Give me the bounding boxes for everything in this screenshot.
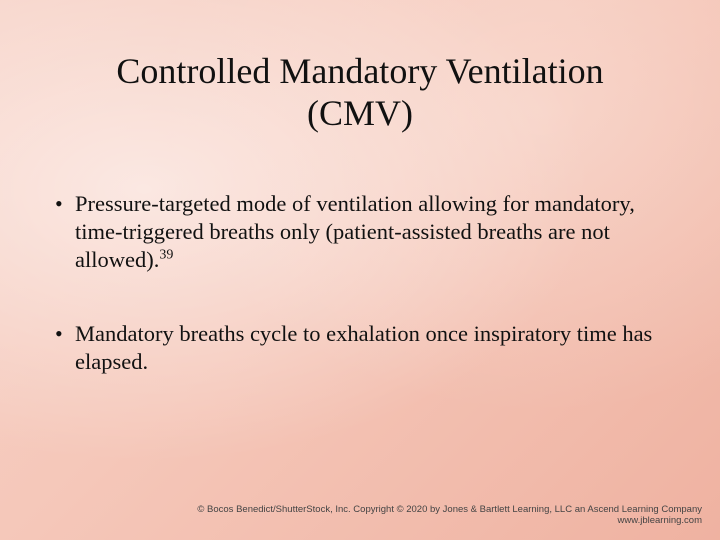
bullet-item-1 [55,190,675,274]
bullet-text-1 [75,190,675,274]
bullet-list [55,190,675,376]
slide-title-line-2: (CMV) [307,93,413,133]
copyright-text: © Bocos Benedict/ShutterStock, Inc. Copyright © 2020 by Jones & Bartlett Learning, LLC an Ascend Learning Company [197,504,702,515]
bullet-dot-icon: • [55,321,63,346]
bullet-item-2 [55,320,675,376]
publisher-url: www.jblearning.com [617,515,702,526]
copyright-footer [182,504,702,526]
bullet-dot-icon: • [55,191,63,216]
bullet-text-1-body: Pressure-targeted mode of ventilation allowing for mandatory, time-triggered breaths only (patient-assisted breaths are not allowed). [75,191,635,272]
bullet-text-2: Mandatory breaths cycle to exhalation once inspiratory time has elapsed. [75,321,653,374]
citation-superscript: 39 [159,247,174,263]
slide-title [60,50,660,134]
slide-title-line-1: Controlled Mandatory Ventilation [116,51,604,91]
